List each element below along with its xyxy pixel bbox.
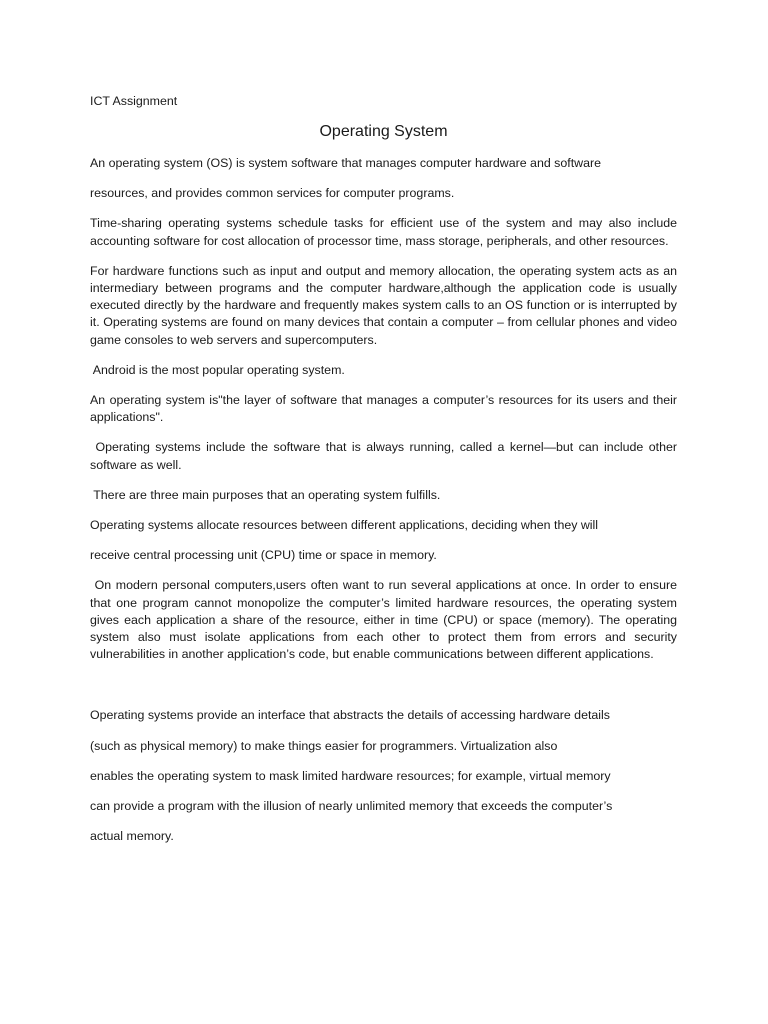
paragraph-interface-4: can provide a program with the illusion of nearly unlimited memory that exceeds the computer’s bbox=[90, 799, 613, 814]
paragraph-time-sharing: Time-sharing operating systems schedule tasks for efficient use of the system and may also include accounting software for cost allocation of processor time, mass storage, peripherals, and other resources. bbox=[90, 216, 677, 248]
paragraph-interface-2: (such as physical memory) to make things easier for programmers. Virtualization also bbox=[90, 738, 558, 753]
paragraph-allocate-resources-1: Operating systems allocate resources between different applications, deciding when they will bbox=[90, 518, 599, 533]
assignment-label: ICT Assignment bbox=[90, 94, 178, 108]
paragraph-hardware-functions: For hardware functions such as input and output and memory allocation, the operating system acts as an intermediary between programs and the computer hardware,although the application code is usually executed directly by the hardware and frequently makes system calls to an OS function or is interrupted by it. Operating systems are found on many devices that contain a computer – from cellular phones and video game consoles to web servers and supercomputers. bbox=[90, 263, 677, 347]
paragraph-layer-of-software: An operating system is"the layer of software that manages a computer’s resources for its users and their applications". bbox=[90, 393, 677, 425]
paragraph-interface-1: Operating systems provide an interface that abstracts the details of accessing hardware details bbox=[90, 708, 610, 723]
paragraph-modern-computers: On modern personal computers,users often want to run several applications at once. In order to ensure that one program cannot monopolize the computer’s limited hardware resources, the operating system gives each application a share of the resource, either in time (CPU) or space (memory). The operating system also must isolate applications from each other to protect them from errors and security vulnerabilities in another application’s code, but enable communications between different applications. bbox=[90, 578, 681, 662]
paragraph-os-definition-2: resources, and provides common services for computer programs. bbox=[90, 186, 455, 201]
paragraph-interface-3: enables the operating system to mask limited hardware resources; for example, virtual memory bbox=[90, 768, 611, 783]
paragraph-allocate-resources-2: receive central processing unit (CPU) time or space in memory. bbox=[90, 548, 437, 563]
document-body bbox=[90, 93, 681, 845]
paragraph-interface-5: actual memory. bbox=[90, 829, 174, 844]
paragraph-android: Android is the most popular operating system. bbox=[90, 362, 345, 377]
paragraph-three-purposes: There are three main purposes that an operating system fulfills. bbox=[90, 487, 441, 502]
document-title: Operating System bbox=[319, 123, 448, 140]
paragraph-os-definition-1: An operating system (OS) is system software that manages computer hardware and software bbox=[90, 156, 601, 170]
paragraph-kernel: Operating systems include the software that is always running, called a kernel—but can include other software as well. bbox=[90, 440, 681, 472]
